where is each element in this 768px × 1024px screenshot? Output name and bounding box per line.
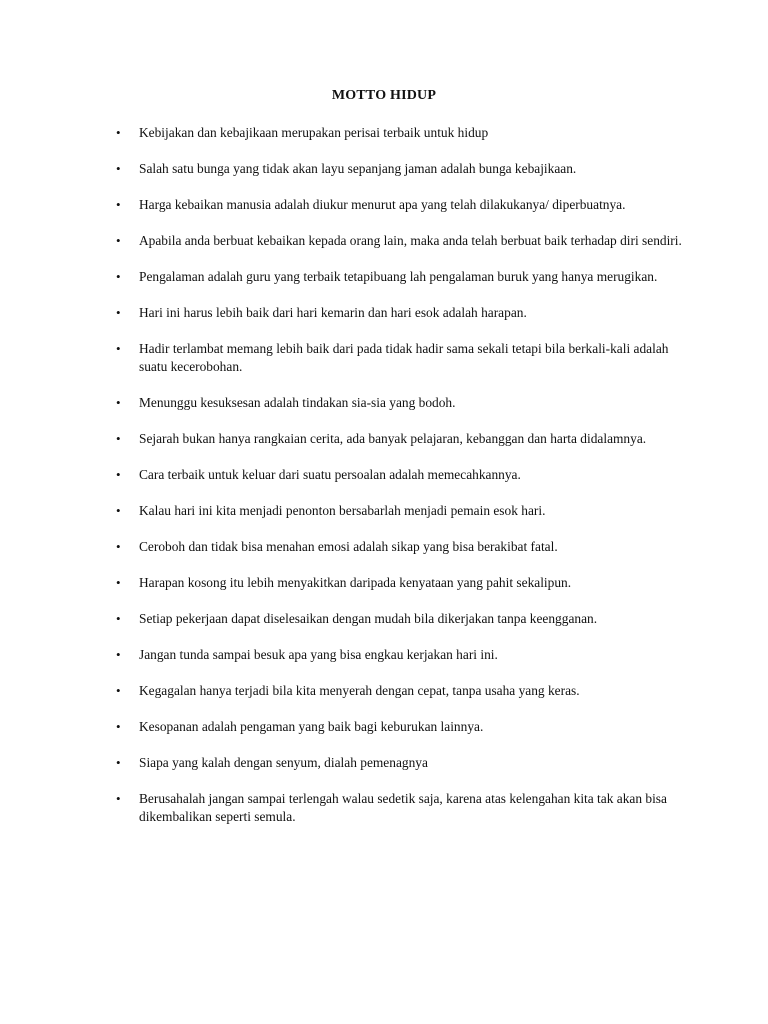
list-item [113, 304, 683, 322]
list-item [113, 466, 683, 484]
list-item [113, 502, 683, 520]
motto-list [113, 124, 683, 844]
list-item [113, 646, 683, 664]
list-item [113, 124, 683, 142]
bullet-icon: • [116, 575, 121, 590]
list-item-text: Kalau hari ini kita menjadi penonton bersabarlah menjadi pemain esok hari. [139, 503, 546, 518]
bullet-icon: • [116, 467, 121, 482]
list-item-text: Kegagalan hanya terjadi bila kita menyerah dengan cepat, tanpa usaha yang keras. [139, 683, 580, 698]
list-item [113, 394, 683, 412]
list-item-text: Ceroboh dan tidak bisa menahan emosi adalah sikap yang bisa berakibat fatal. [139, 539, 558, 554]
bullet-icon: • [116, 269, 121, 284]
list-item [113, 790, 683, 826]
list-item-text: Berusahalah jangan sampai terlengah walau sedetik saja, karena atas kelengahan kita tak akan bisa dikembalikan seperti semula. [139, 791, 667, 824]
list-item-text: Sejarah bukan hanya rangkaian cerita, ada banyak pelajaran, kebanggan dan harta didalamnya. [139, 431, 647, 446]
list-item [113, 268, 683, 286]
bullet-icon: • [116, 431, 121, 446]
page-title: MOTTO HIDUP [331, 88, 437, 103]
list-item-text: Siapa yang kalah dengan senyum, dialah pemenagnya [139, 755, 428, 770]
bullet-icon: • [116, 647, 121, 662]
list-item [113, 340, 683, 376]
bullet-icon: • [116, 125, 121, 140]
bullet-icon: • [116, 539, 121, 554]
bullet-icon: • [116, 197, 121, 212]
bullet-icon: • [116, 503, 121, 518]
list-item [113, 160, 683, 178]
bullet-icon: • [116, 791, 121, 806]
bullet-icon: • [116, 683, 121, 698]
list-item-text: Kesopanan adalah pengaman yang baik bagi keburukan lainnya. [139, 719, 484, 734]
list-item-text: Apabila anda berbuat kebaikan kepada orang lain, maka anda telah berbuat baik terhadap diri sendiri. [139, 233, 682, 248]
list-item [113, 682, 683, 700]
bullet-icon: • [116, 719, 121, 734]
list-item-text: Harapan kosong itu lebih menyakitkan daripada kenyataan yang pahit sekalipun. [139, 575, 572, 590]
list-item [113, 430, 683, 448]
list-item [113, 610, 683, 628]
bullet-icon: • [116, 305, 121, 320]
list-item-text: Kebijakan dan kebajikaan merupakan perisai terbaik untuk hidup [139, 125, 489, 140]
list-item-text: Harga kebaikan manusia adalah diukur menurut apa yang telah dilakukanya/ diperbuatnya. [139, 197, 626, 212]
list-item [113, 754, 683, 772]
list-item-text: Menunggu kesuksesan adalah tindakan sia-sia yang bodoh. [139, 395, 456, 410]
bullet-icon: • [116, 611, 121, 626]
bullet-icon: • [116, 161, 121, 176]
bullet-icon: • [116, 755, 121, 770]
list-item-text: Salah satu bunga yang tidak akan layu sepanjang jaman adalah bunga kebajikaan. [139, 161, 577, 176]
bullet-icon: • [116, 341, 121, 356]
list-item [113, 196, 683, 214]
list-item-text: Setiap pekerjaan dapat diselesaikan dengan mudah bila dikerjakan tanpa keengganan. [139, 611, 598, 626]
list-item-text: Pengalaman adalah guru yang terbaik tetapibuang lah pengalaman buruk yang hanya merugikan. [139, 269, 658, 284]
bullet-icon: • [116, 395, 121, 410]
bullet-icon: • [116, 233, 121, 248]
list-item [113, 538, 683, 556]
list-item [113, 718, 683, 736]
list-item-text: Hari ini harus lebih baik dari hari kemarin dan hari esok adalah harapan. [139, 305, 527, 320]
list-item-text: Cara terbaik untuk keluar dari suatu persoalan adalah memecahkannya. [139, 467, 521, 482]
list-item [113, 574, 683, 592]
list-item-text: Hadir terlambat memang lebih baik dari pada tidak hadir sama sekali tetapi bila berkali-kali adalah suatu kecerobohan. [139, 341, 669, 374]
list-item-text: Jangan tunda sampai besuk apa yang bisa engkau kerjakan hari ini. [139, 647, 498, 662]
list-item [113, 232, 683, 250]
